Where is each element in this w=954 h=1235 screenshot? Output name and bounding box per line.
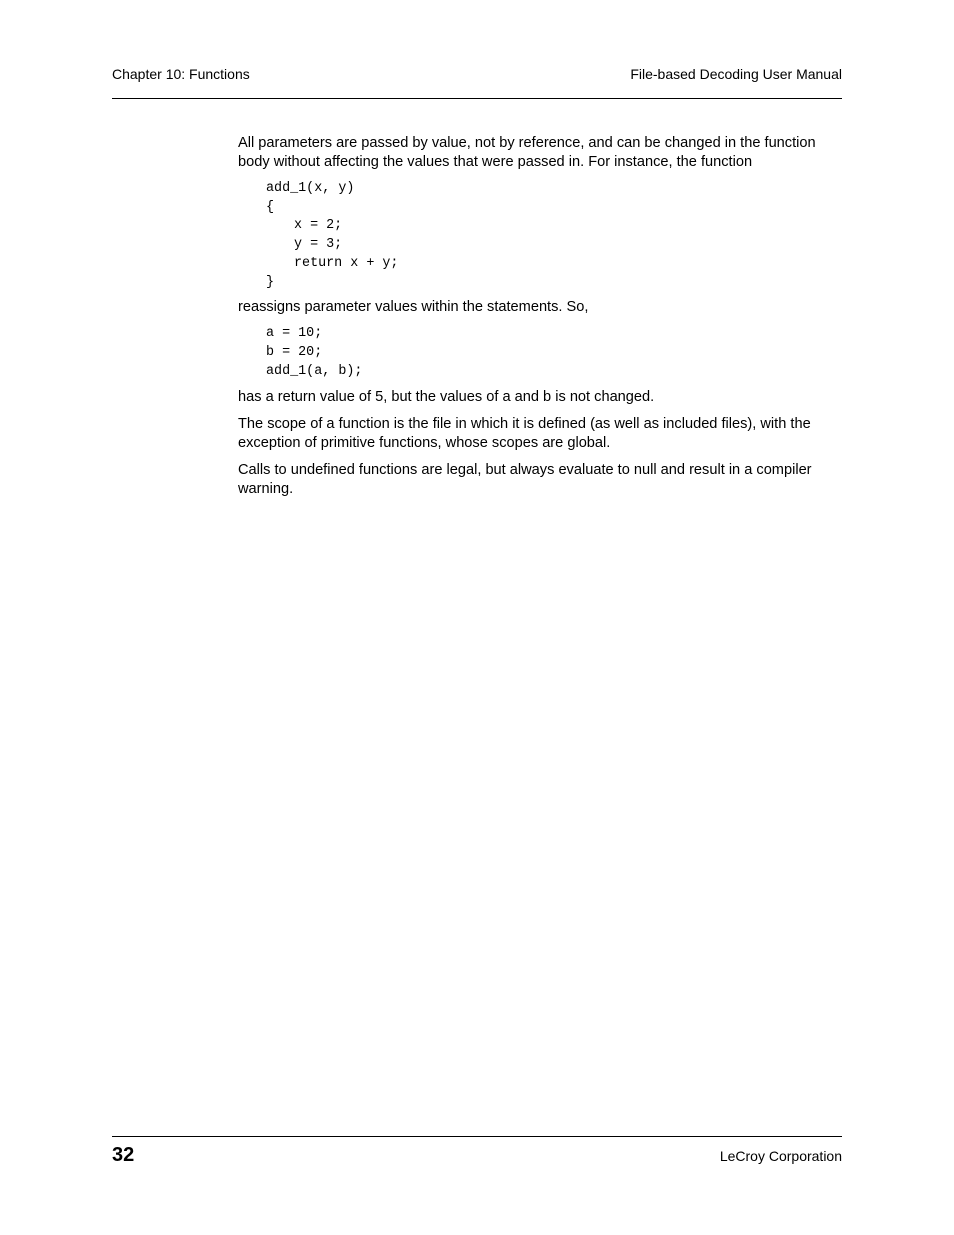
footer-company: LeCroy Corporation [719, 1148, 842, 1164]
code-line: add_1(x, y) [266, 181, 355, 196]
paragraph-function-scope: The scope of a function is the file in which it is defined (as well as included files), with the exception of primitive functions, whose scopes are global. [238, 416, 811, 452]
paragraph-pass-by-value: All parameters are passed by value, not by reference, and can be changed in the function body without affecting the values that were passed in. For instance, the function [238, 135, 816, 170]
paragraph-return-value: has a return value of 5, but the values of a and b is not changed. [238, 389, 655, 406]
page-body [238, 134, 844, 499]
running-header-chapter: Chapter 10: Functions [112, 66, 250, 82]
code-line: add_1(a, b); [266, 363, 363, 379]
paragraph-undefined-functions: Calls to undefined functions are legal, but always evaluate to null and result in a compiler warning. [238, 462, 812, 498]
page-number: 32 [112, 1144, 135, 1166]
code-block-function-call [238, 325, 844, 381]
code-block-function-definition [238, 180, 844, 292]
paragraph-reassigns: reassigns parameter values within the statements. So, [238, 299, 589, 316]
code-line: } [266, 274, 275, 290]
code-line: { [266, 199, 275, 215]
code-line: a = 10; [266, 326, 323, 342]
running-header-manual-title: File-based Decoding User Manual [630, 66, 842, 82]
code-line: x = 2; [294, 218, 343, 234]
code-line: return x + y; [294, 255, 399, 271]
code-line: b = 20; [266, 344, 323, 360]
code-line: y = 3; [294, 237, 343, 253]
footer-divider [112, 1136, 842, 1137]
header-divider [112, 98, 842, 99]
